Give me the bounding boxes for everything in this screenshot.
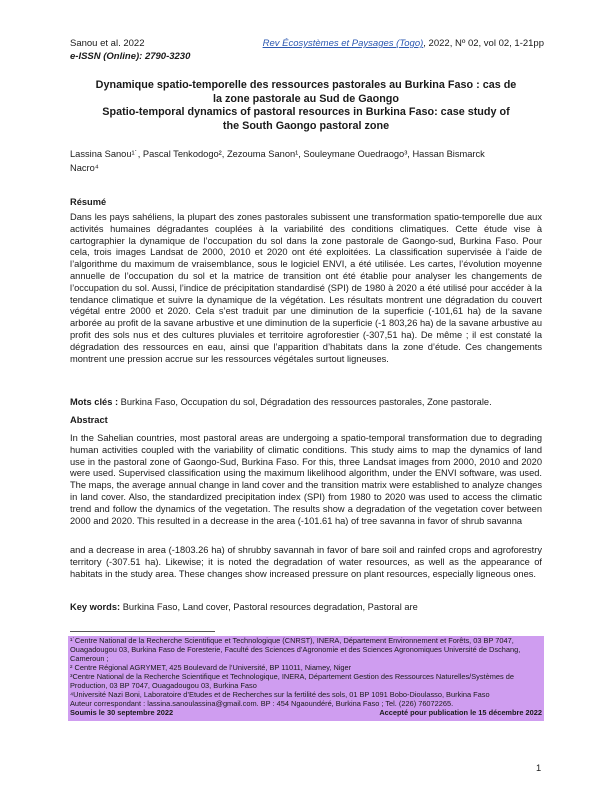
footnote-1: ¹˙Centre National de la Recherche Scientifique et Technologique (CNRST), INERA, Département Environnement et Forêts, 03 BP 7047, Ouagadougou 03, Burkina Faso de Foresterie, Faculté des Sciences d’Agronomie et des Sciences Agronomiques Université de Dschang, Cameroun ; bbox=[70, 636, 521, 663]
submitted-date: Soumis le 30 septembre 2022 bbox=[70, 708, 174, 717]
journal-link[interactable]: Rev Écosystèmes et Paysages (Togo) bbox=[262, 38, 424, 49]
article-title bbox=[70, 79, 542, 133]
issn: e-ISSN (Online): 2790-3230 bbox=[70, 51, 191, 62]
title-fr-line1: Dynamique spatio-temporelle des ressources pastorales au Burkina Faso : cas de bbox=[95, 79, 517, 91]
abstract-text-2: and a decrease in area (-1803.26 ha) of shrubby savannah in favor of bare soil and rainfed crops and agroforestry territory (-307.51 ha). Likewise; it is noted the degradation of water resources, as well as the appearance of habitats in the study area. These changes show increased pressure on plant resources, especially ligneous ones. bbox=[70, 545, 542, 579]
footnote-2: ² Centre Régional AGRYMET, 425 Boulevard de l’Université, BP 11011, Niamey, Niger bbox=[70, 663, 352, 672]
mots-cles bbox=[70, 397, 542, 407]
mots-cles-text: Burkina Faso, Occupation du sol, Dégradation des ressources pastorales, Zone pastorale. bbox=[118, 397, 492, 407]
citation-volume: , 2022, Nº 02, vol 02, 1-21pp bbox=[423, 38, 544, 49]
keywords-text: Burkina Faso, Land cover, Pastoral resources degradation, Pastoral are bbox=[120, 602, 418, 612]
title-en-line1: Spatio-temporal dynamics of pastoral resources in Burkina Faso: case study of bbox=[102, 106, 510, 119]
footnote-3: ³Centre National de la Recherche Scientifique et Technologique, INERA, Département Gestion des Ressources Naturelles/Systèmes de Production, 03 BP 7047, Ouagadougou 03, Burkina Faso bbox=[70, 672, 514, 690]
title-fr-line2: la zone pastorale au Sud de Gaongo bbox=[213, 92, 399, 105]
abstract-text-1: In the Sahelian countries, most pastoral areas are undergoing a spatio-temporal transformation due to degrading human activities coupled with the variability of climatic conditions. This study aims to map the dynamics of land use in the pastoral zone of Gaongo-Sud, Burkina Faso. For this, three Landsat images from 2000, 2010 and 2020 were used. Supervised classification using the maximum likelihood algorithm, under the ENVI software, was used. The maps, the average annual change in land cover and the transition matrix were established to analyze changes in land cover. Also, the standardized precipitation index (SPI) from 1980 to 2020 was used to access the climatic trend and follow the dynamics of the vegetation. The results show a degradation of the vegetation cover between 2000 and 2020. This resulted in a decrease in the area (-101.61 ha) of tree savanna in favor of shrub savanna bbox=[70, 433, 542, 526]
mots-cles-label: Mots clés : bbox=[70, 397, 119, 407]
footnote-4: ⁴Université Nazi Boni, Laboratoire d’Etudes et de Recherches sur la fertilité des sols, 01 BP 1091 Bobo-Dioulasso, Burkina Faso bbox=[70, 690, 490, 699]
authors bbox=[70, 147, 542, 175]
abstract-heading: Abstract bbox=[70, 415, 108, 425]
authors-line2: Nacro⁴ bbox=[70, 163, 99, 173]
keywords-label: Key words: bbox=[70, 602, 121, 612]
resume-heading: Résumé bbox=[70, 197, 107, 207]
accepted-date: Accepté pour publication le 15 décembre 2022 bbox=[379, 708, 542, 717]
citation-left: Sanou et al. 2022 bbox=[70, 38, 145, 49]
footnote-box bbox=[68, 636, 544, 721]
citation-right bbox=[263, 38, 544, 49]
title-en-line2: the South Gaongo pastoral zone bbox=[222, 119, 390, 132]
page-number: 1 bbox=[536, 763, 542, 773]
submission-dates bbox=[68, 708, 544, 717]
resume-text: Dans les pays sahéliens, la plupart des zones pastorales subissent une transformation spatio-temporelle due aux activités humaines dégradantes couplées à la variabilité des conditions climatiques. Cette étude vise à cartographier la dynamique de l’occupation du sol dans la zone pastorale de Gaongo-sud, Burkina Faso. Pour cela, trois images Landsat de 2000, 2010 et 2020 ont été exploitées. La classification supervisée à l’aide de l’algorithme du maximum de vraisemblance, sous le logiciel ENVI, a été utilisée. Les cartes, l’évolution moyenne annuelle de l’occupation du sol et la matrice de transition ont été établie pour analyser les changements de l’occupation du sol. Aussi, l’indice de précipitation standardisé (SPI) de 1980 à 2020 a été utilisé pour accéder à la tendance climatique et suivre la dynamique de la végétation. Les résultats montrent une dégradation du couvert végétal entre 2000 et 2020. Cela s’est traduit par une diminution de la superficie (-101,61 ha) de la savane arborée au profit de la savane arbustive et une diminution de la superficie (-1 803,26 ha) de la savane arbustive au profit des sols nus et des cultures pluviales et territoire agroforestier (-307,51 ha). De même ; il est constaté la dégradation des ressources en eau, ainsi que l’apparition d’habitats dans la zone d’étude. Ces changements montrent une pression accrue sur les ressources végétales surtout ligneuses. bbox=[70, 212, 542, 364]
corresponding-author: Auteur correspondant : lassina.sanoulassina@gmail.com. BP : 454 Ngaoundéré, Burkina Faso ; Tel. (226) 76072265. bbox=[70, 699, 454, 708]
keywords bbox=[70, 602, 542, 612]
footnote-divider bbox=[70, 631, 215, 632]
authors-line1: Lassina Sanou¹˙, Pascal Tenkodogo², Zezouma Sanon¹, Souleymane Ouedraogo³, Hassan Bismarck bbox=[70, 149, 485, 159]
